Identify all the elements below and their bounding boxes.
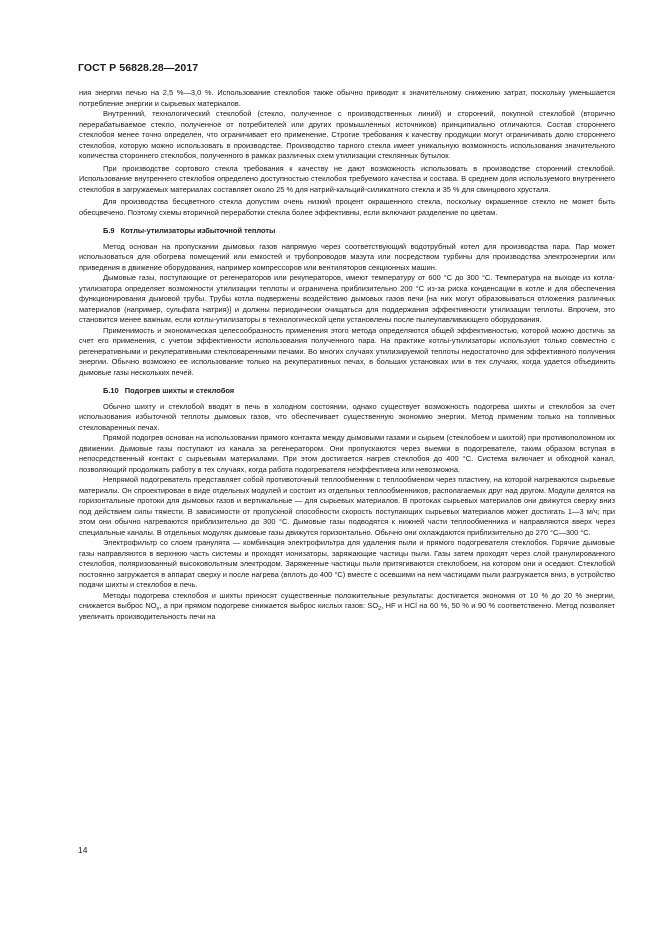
paragraph: Применимость и экономическая целесообразность применения этого метода определяются общей эффективностью, которой можно достичь за счет его применения, с учетом эффективности использования полученного пара. На практике котлы-утилизаторы используют только совместно с регенеративными и рекуперативными стекловаренными печами. Во многих случаях утилизируемой теплоты недостаточно для эффективного получения энергии. Обычно возможно ее использование только на рекуперативных печах, в больших установках или в тех случаях, когда удается объединить дымовые газы нескольких печей. [79, 325, 615, 377]
text-run: , а при прямом подогреве снижается выброс кислых газов: SO [159, 601, 379, 610]
paragraph: Прямой подогрев основан на использовании прямого контакта между дымовыми газами и сырьем (стеклобоем и шихтой) при противоположном их движении. Дымовые газы поступают из канала за регенератором. Они пропускаются через выемки в подогревателе, таким образом вступая в непосредственный контакт с сырьевыми материалами. При этом достигается нагрев стеклобоя до 400 °С. Система включает и обходной канал, позволяющий продолжать работу в тех случаях, когда работа подогревателя неэффективна или невозможна. [79, 433, 615, 474]
paragraph: Внутренний, технологический стеклобой (стекло, полученное с производственных линий) и сторонний, покупной стеклобой (вторично перерабатываемое стекло, полученное от потребителей или других промышленных источников) принципиально отличаются. Состав стороннего стеклобоя менее точно определен, что ограничивает его применение. Строгие требования к качеству продукции могут ограничивать долю стороннего стеклобоя, которую можно использовать в производстве. Производство тарного стекла имеет уникальную возможность использования значительного количества стороннего стеклобоя, полученного в рамках различных схем утилизации стеклянных бутылок. [79, 109, 615, 160]
section-number: Б.9 [103, 226, 115, 235]
section-title: Котлы-утилизаторы избыточной теплоты [120, 226, 276, 235]
paragraph: Электрофильтр со слоем гранулята — комбинация электрофильтра для удаления пыли и прямого подогревателя стеклобоя. Горячие дымовые газы направляются в верхнюю часть системы и проходят ионизаторы, заряжающие частицы пыли. Газы затем проходят через слой гранулированного стеклобоя, поляризованный высоковольтным электродом. Заряженные частицы пыли притягиваются стеклобоем, на котором они и оседают. Стеклобой постоянно загружается в аппарат сверху и после нагрева (вплоть до 400 °С) вместе с осевшими на нем частицами пыли разгружается вниз, в устройство подачи шихты и стеклобоя в печь. [79, 538, 615, 589]
paragraph: Для производства бесцветного стекла допустим очень низкий процент окрашенного стекла, поскольку окрашенное стекло не может быть обесцвечено. Поэтому схемы вторичной переработки стекла более эффективны, если включают разделение по цветам. [79, 197, 615, 217]
section-title: Подогрев шихты и стеклобоя [124, 386, 235, 395]
section-number: Б.10 [103, 386, 119, 395]
paragraph: Метод основан на пропускании дымовых газов напрямую через соответствующий водотрубный котел для производства пара. Пар может использоваться для обогрева помещений или емкостей и трубопроводов мазута или посредством турбины для производства электроэнергии или приведения в движение оборудования, например компрессоров или вентиляторов секционных машин. [79, 241, 615, 272]
paragraph: Дымовые газы, поступающие от регенераторов или рекуператоров, имеют температуру от 600 °С до 300 °С. Температура на выходе из котла-утилизатора определяет возможности утилизации теплоты и ограничена приблизительно 200 °С из-за риска конденсации в котле и для обеспечения функционирования дымовой трубы. Трубы котла подвержены воздействию дымовых газов печи [на них могут образовываться отложения различных материалов (например, сульфата натрия)] и должны периодически очищаться для поддержания эффективности утилизации теплоты. Впрочем, это становится менее важным, если котлы-утилизаторы в технологической цепи установлены после пылеулавливающего оборудования. [79, 273, 615, 324]
document-body [79, 88, 615, 622]
text-run: Методы подогрева стеклобоя и шихты приносят существенные положительные результаты: достигается экономия от 10 % до 20 % энергии, снижается выброс NO [79, 590, 615, 610]
paragraph: Непрямой подогреватель представляет собой противоточный теплообменник с теплообменом через пластину, на которой нагреваются сырьевые материалы. Он спроектирован в виде отдельных модулей и состоит из отдельных теплообменников, располагаемых друг над другом. Модули делятся на горизонтальные протоки для дымовых газов и вертикальные — для сырьевых материалов. В протоках сырьевых материалов они движутся сверху вниз под действием силы тяжести. В зависимости от пропускной способности скорость поступающих сырьевых материалов может достигать 1—3 м/ч; при этом они обычно нагреваются приблизительно до 300 °С. Дымовые газы подводятся к нижней части теплообменника и направляются вверх через специальные каналы. В отдельных модулях дымовые газы движутся горизонтально. Обычно они охлаждаются приблизительно до 270 °С—300 °С. [79, 475, 615, 537]
paragraph-with-formulas [79, 591, 615, 623]
paragraph: Обычно шихту и стеклобой вводят в печь в холодном состоянии, однако существует возможность подогрева шихты и стеклобоя за счет использования избыточной теплоты дымовых газов, что обеспечивает существенную экономию энергии. Метод применим только на топливных стекловаренных печах. [79, 401, 615, 432]
subscript: 2 [378, 606, 382, 612]
section-heading-b9 [103, 226, 615, 237]
section-heading-b10 [103, 386, 615, 397]
paragraph-continuation: ния энергии печью на 2,5 %—3,0 %. Использование стеклобоя также обычно приводит к значительному снижению затрат, поскольку уменьшается потребление энергии и сырьевых материалов. [79, 88, 615, 108]
text-run: , HF и HCl на 60 %, 50 % и 90 % соответственно. Метод позволяет увеличить производительность печи на [79, 601, 616, 621]
paragraph: При производстве сортового стекла требования к качеству не дают возможность использовать в производстве сторонний стеклобой. Использование внутреннего стеклобоя определено доступностью стеклобоя требуемого качества и состава. В среднем доля используемого внутреннего стеклобоя в загружаемых материалах составляет около 25 % для натрий-кальций-силикатного стекла и 35 % для свинцового хрусталя. [79, 163, 615, 194]
subscript: x [156, 606, 160, 612]
page-number: 14 [78, 845, 88, 855]
document-header-standard-number: ГОСТ Р 56828.28—2017 [78, 62, 199, 74]
